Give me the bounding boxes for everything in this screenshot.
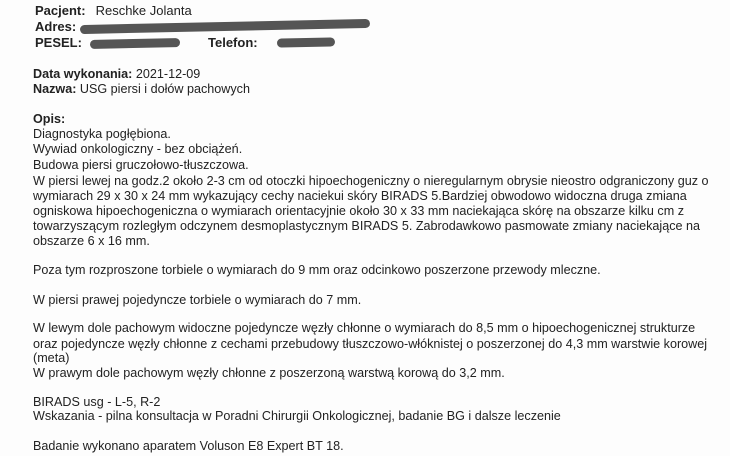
description-line: ogniskowa hipoechogeniczna o wymiarach orientacyjnie około 30 x 33 mm naciekająca skórę na obszarze kilku cm z [33, 204, 685, 218]
address-redaction [80, 19, 370, 34]
description-line: obszarze 6 x 16 mm. [33, 234, 150, 248]
exam-date-row [33, 66, 200, 82]
exam-date-value: 2021-12-09 [135, 67, 201, 81]
patient-name-row [35, 3, 192, 19]
description-line: Diagnostyka pogłębiona. [33, 127, 171, 141]
description-line: BIRADS usg - L-5, R-2 [33, 395, 161, 409]
patient-phone-row [208, 35, 258, 51]
patient-address-row [35, 19, 76, 35]
description-line: Budowa piersi gruczołowo-tłuszczowa. [33, 158, 249, 172]
description-line: W piersi prawej pojedyncze torbiele o wymiarach do 7 mm. [33, 293, 362, 307]
description-line: Poza tym rozproszone torbiele o wymiarach do 9 mm oraz odcinkowo poszerzone przewody mleczne. [33, 263, 601, 277]
phone-redaction [277, 37, 335, 47]
exam-name-value: USG piersi i dołów pachowych [79, 82, 250, 96]
description-line: Wskazania - pilna konsultacja w Poradni Chirurgii Onkologicznej, badanie BG i dalsze leczenie [33, 409, 561, 423]
description-line: (meta) [33, 351, 70, 365]
description-line: W piersi lewej na godz.2 około 2-3 cm od otoczki hipoechogeniczny o nieregularnym obrysie nieostro odgraniczony guz o [33, 174, 709, 188]
description-heading: Opis: [33, 112, 66, 126]
description-line: W lewym dole pachowym widoczne pojedyncze węzły chłonne o wymiarach do 8,5 mm o hipoechogenicznej strukturze [33, 321, 696, 335]
description-line: Wywiad onkologiczny - bez obciążeń. [33, 142, 243, 156]
exam-date-label: Data wykonania: [33, 67, 133, 81]
exam-name-row [33, 81, 250, 97]
description-line: oraz pojedyncze węzły chłonne z cechami przebudowy tłuszczowo-włóknistej o poszerzonej do 4,3 mm warstwie korowej [33, 337, 708, 351]
patient-pesel-row [35, 35, 82, 51]
description-line: wymiarach 29 x 30 x 24 mm wykazujący cechy naciekui skóry BIRADS 5.Bardziej obwodowo widoczna druga zmiana [33, 189, 687, 203]
description-line: W prawym dole pachowym węzły chłonne z poszerzoną warstwą korową do 3,2 mm. [33, 366, 505, 380]
patient-pesel-label: PESEL: [35, 35, 82, 50]
patient-phone-label: Telefon: [208, 35, 258, 50]
exam-name-label: Nazwa: [33, 82, 77, 96]
patient-address-label: Adres: [35, 19, 77, 34]
pesel-redaction [90, 38, 180, 49]
patient-name-value: Reschke Jolanta [95, 3, 192, 18]
patient-name-label: Pacjent: [35, 3, 86, 18]
description-line: Badanie wykonano aparatem Voluson E8 Expert BT 18. [33, 439, 344, 453]
description-line: towarzyszącym rozległym odczynem desmoplastycznym BIRADS 5. Zabrodawkowo pasmowate zmiany naciekające na [33, 219, 701, 233]
